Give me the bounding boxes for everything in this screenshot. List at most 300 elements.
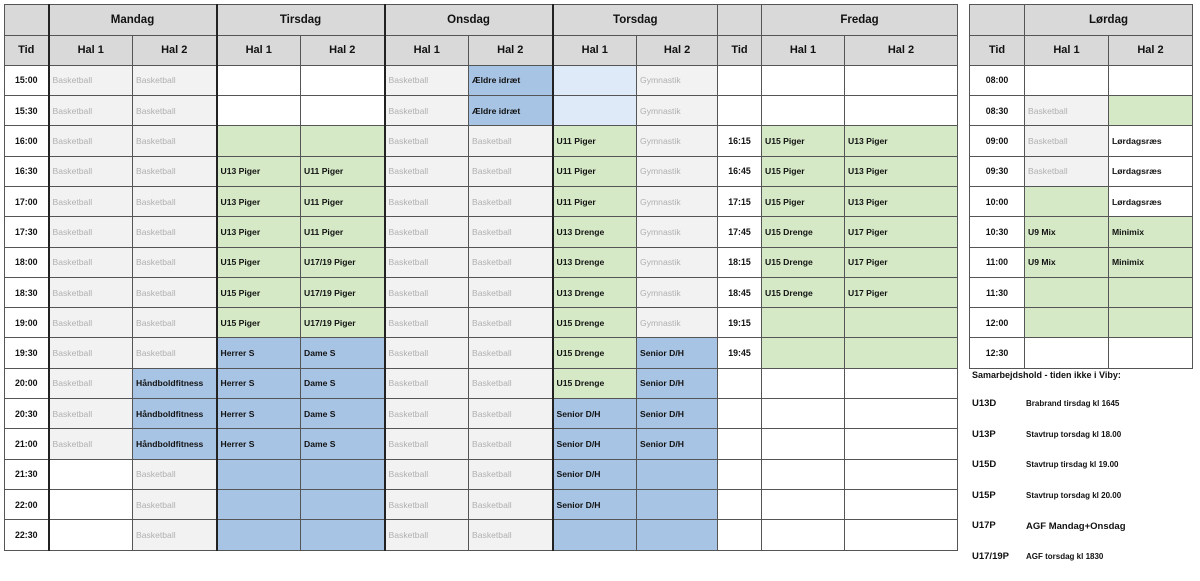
empty-slot-cell — [217, 126, 301, 156]
slot-cell: Basketball — [133, 126, 217, 156]
time-cell: 08:30 — [970, 96, 1025, 126]
empty-slot-cell — [301, 520, 385, 550]
time-cell: 12:30 — [970, 338, 1025, 368]
schedule-row — [718, 489, 958, 519]
slot-cell: U15 Piger — [217, 308, 301, 338]
empty-slot-cell — [217, 459, 301, 489]
empty-slot-cell — [845, 308, 958, 338]
time-cell: 19:00 — [5, 308, 49, 338]
schedule-row — [718, 156, 958, 186]
schedule-row — [5, 186, 718, 216]
schedule-row — [5, 368, 718, 398]
slot-cell: Basketball — [133, 338, 217, 368]
empty-slot-cell — [217, 65, 301, 95]
schedule-row — [5, 96, 718, 126]
time-cell: 10:30 — [970, 217, 1025, 247]
schedule-row — [5, 217, 718, 247]
slot-cell: Basketball — [385, 489, 469, 519]
time-cell: 22:30 — [5, 520, 49, 550]
time-cell: 11:00 — [970, 247, 1025, 277]
slot-cell: Basketball — [49, 277, 133, 307]
team-code: U15P — [972, 490, 1026, 501]
time-cell: 16:15 — [718, 126, 762, 156]
slot-cell: U13 Piger — [845, 186, 958, 216]
slot-cell: Basketball — [1025, 96, 1109, 126]
slot-cell: Senior D/H — [637, 429, 718, 459]
slot-cell: U17 Piger — [845, 247, 958, 277]
slot-cell: Senior D/H — [553, 429, 637, 459]
slot-cell: Minimix — [1109, 217, 1193, 247]
slot-cell: Basketball — [385, 156, 469, 186]
slot-cell: Basketball — [385, 277, 469, 307]
empty-slot-cell — [49, 489, 133, 519]
day-header-tirsdag: Tirsdag — [217, 5, 385, 36]
empty-slot-cell — [217, 96, 301, 126]
corner-cell — [5, 5, 49, 36]
slot-cell: U13 Drenge — [553, 217, 637, 247]
slot-cell: U17/19 Piger — [301, 247, 385, 277]
empty-slot-cell — [637, 520, 718, 550]
schedule-row — [5, 308, 718, 338]
empty-slot-cell — [845, 429, 958, 459]
empty-slot-cell — [845, 65, 958, 95]
slot-cell: Basketball — [49, 338, 133, 368]
slot-cell: Basketball — [133, 156, 217, 186]
team-location: Brabrand tirsdag kl 1645 — [1026, 398, 1119, 408]
hal2-header: Hal 2 — [301, 35, 385, 65]
empty-slot-cell — [762, 338, 845, 368]
empty-slot-cell — [637, 459, 718, 489]
slot-cell: U13 Drenge — [553, 277, 637, 307]
schedule-row — [970, 247, 1193, 277]
slot-cell: Basketball — [469, 520, 553, 550]
empty-slot-cell — [845, 489, 958, 519]
samarbejdshold-item — [972, 520, 1196, 551]
slot-cell: U13 Piger — [845, 156, 958, 186]
team-location: Stavtrup torsdag kl 20.00 — [1026, 490, 1121, 500]
slot-cell: U15 Piger — [762, 156, 845, 186]
slot-cell: Basketball — [133, 247, 217, 277]
schedule-row — [718, 277, 958, 307]
slot-cell: Basketball — [469, 399, 553, 429]
empty-slot-cell — [845, 520, 958, 550]
team-location: Stavtrup tirsdag kl 19.00 — [1026, 459, 1118, 469]
time-cell — [718, 520, 762, 550]
schedule-row — [5, 399, 718, 429]
slot-cell: U11 Piger — [553, 186, 637, 216]
slot-cell: Gymnastik — [637, 65, 718, 95]
time-cell — [718, 429, 762, 459]
slot-cell: Basketball — [49, 217, 133, 247]
time-cell: 18:15 — [718, 247, 762, 277]
slot-cell: Basketball — [133, 520, 217, 550]
slot-cell: Basketball — [469, 126, 553, 156]
slot-cell: Senior D/H — [553, 459, 637, 489]
empty-slot-cell — [301, 126, 385, 156]
slot-cell: Basketball — [133, 65, 217, 95]
schedule-row — [970, 96, 1193, 126]
slot-cell: Basketball — [133, 96, 217, 126]
empty-slot-cell — [49, 520, 133, 550]
empty-slot-cell — [845, 338, 958, 368]
slot-cell: Minimix — [1109, 247, 1193, 277]
empty-slot-cell — [49, 459, 133, 489]
empty-slot-cell — [1109, 96, 1193, 126]
empty-slot-cell — [1109, 277, 1193, 307]
slot-cell: U11 Piger — [553, 126, 637, 156]
team-location: AGF Mandag+Onsdag — [1026, 520, 1126, 532]
time-cell: 18:30 — [5, 277, 49, 307]
slot-cell: Dame S — [301, 338, 385, 368]
time-cell: 12:00 — [970, 308, 1025, 338]
time-cell: 21:30 — [5, 459, 49, 489]
empty-slot-cell — [301, 65, 385, 95]
slot-cell: Basketball — [49, 429, 133, 459]
slot-cell: U11 Piger — [301, 156, 385, 186]
empty-slot-cell — [1109, 65, 1193, 95]
time-cell — [718, 368, 762, 398]
empty-slot-cell — [1025, 277, 1109, 307]
empty-slot-cell — [1025, 186, 1109, 216]
slot-cell: Basketball — [49, 368, 133, 398]
slot-cell: U15 Drenge — [762, 277, 845, 307]
time-cell: 17:00 — [5, 186, 49, 216]
hal1-header: Hal 1 — [217, 35, 301, 65]
schedule-row — [5, 338, 718, 368]
slot-cell: Gymnastik — [637, 247, 718, 277]
team-code: U15D — [972, 459, 1026, 470]
slot-cell: U15 Piger — [762, 126, 845, 156]
slot-cell: Basketball — [385, 399, 469, 429]
slot-cell: Basketball — [49, 126, 133, 156]
time-cell — [718, 65, 762, 95]
empty-slot-cell — [1025, 65, 1109, 95]
slot-cell: Basketball — [469, 186, 553, 216]
empty-slot-cell — [762, 96, 845, 126]
samarbejdshold-section — [972, 370, 1196, 581]
slot-cell: Basketball — [133, 308, 217, 338]
slot-cell: Basketball — [49, 186, 133, 216]
samarbejdshold-item — [972, 490, 1196, 521]
time-cell: 16:00 — [5, 126, 49, 156]
slot-cell: Basketball — [49, 65, 133, 95]
hal1-header: Hal 1 — [385, 35, 469, 65]
slot-cell: Herrer S — [217, 429, 301, 459]
time-cell: 20:00 — [5, 368, 49, 398]
day-header-fredag: Fredag — [762, 5, 958, 36]
empty-slot-cell — [762, 489, 845, 519]
schedule-row — [718, 247, 958, 277]
slot-cell: Basketball — [133, 186, 217, 216]
slot-cell: Senior D/H — [553, 489, 637, 519]
slot-cell: Basketball — [469, 277, 553, 307]
slot-cell: Basketball — [133, 277, 217, 307]
saturday-schedule-body — [970, 65, 1193, 368]
slot-cell: Senior D/H — [637, 368, 718, 398]
empty-slot-cell — [845, 96, 958, 126]
time-cell: 17:15 — [718, 186, 762, 216]
empty-slot-cell — [1025, 308, 1109, 338]
slot-cell: Basketball — [385, 338, 469, 368]
empty-slot-cell — [217, 520, 301, 550]
schedule-row — [5, 459, 718, 489]
slot-cell: Lørdagsræs — [1109, 186, 1193, 216]
slot-cell: Basketball — [49, 308, 133, 338]
hal1-header: Hal 1 — [553, 35, 637, 65]
tid-header: Tid — [970, 35, 1025, 65]
empty-slot-cell — [301, 96, 385, 126]
slot-cell: U17/19 Piger — [301, 308, 385, 338]
schedule-row — [718, 217, 958, 247]
empty-slot-cell — [762, 65, 845, 95]
schedule-row — [970, 65, 1193, 95]
time-cell: 08:00 — [970, 65, 1025, 95]
schedule-row — [5, 520, 718, 550]
slot-cell: Basketball — [49, 399, 133, 429]
schedule-row — [718, 308, 958, 338]
schedule-row — [970, 126, 1193, 156]
schedule-row — [718, 186, 958, 216]
slot-cell: Basketball — [49, 96, 133, 126]
slot-cell: Basketball — [49, 247, 133, 277]
slot-cell: Herrer S — [217, 399, 301, 429]
slot-cell: Basketball — [469, 308, 553, 338]
empty-slot-cell — [845, 399, 958, 429]
samarbejdshold-title: Samarbejdshold - tiden ikke i Viby: — [972, 370, 1196, 380]
schedule-row — [970, 277, 1193, 307]
empty-slot-cell — [637, 489, 718, 519]
schedule-row — [718, 399, 958, 429]
time-cell: 10:00 — [970, 186, 1025, 216]
weekday-schedule-table — [4, 4, 718, 551]
slot-cell: U11 Piger — [301, 186, 385, 216]
empty-slot-cell — [553, 65, 637, 95]
schedule-row — [718, 520, 958, 550]
slot-cell: Lørdagsræs — [1109, 156, 1193, 186]
empty-slot-cell — [762, 308, 845, 338]
time-cell: 20:30 — [5, 399, 49, 429]
time-cell: 16:45 — [718, 156, 762, 186]
schedule-row — [718, 459, 958, 489]
team-location: Stavtrup torsdag kl 18.00 — [1026, 429, 1121, 439]
slot-cell: Basketball — [385, 126, 469, 156]
slot-cell: Basketball — [385, 429, 469, 459]
time-cell: 19:45 — [718, 338, 762, 368]
empty-slot-cell — [762, 429, 845, 459]
empty-slot-cell — [762, 459, 845, 489]
schedule-row — [5, 489, 718, 519]
time-cell: 22:00 — [5, 489, 49, 519]
slot-cell: Håndboldfitness — [133, 399, 217, 429]
empty-slot-cell — [762, 368, 845, 398]
slot-cell: Gymnastik — [637, 156, 718, 186]
slot-cell: U15 Piger — [217, 277, 301, 307]
slot-cell: Basketball — [133, 489, 217, 519]
day-header-lordag: Lørdag — [1025, 5, 1193, 36]
slot-cell: U9 Mix — [1025, 247, 1109, 277]
saturday-schedule-table — [969, 4, 1193, 369]
samarbejdshold-item — [972, 429, 1196, 460]
slot-cell: U15 Drenge — [553, 308, 637, 338]
slot-cell: Herrer S — [217, 368, 301, 398]
slot-cell: Senior D/H — [637, 399, 718, 429]
day-header-onsdag: Onsdag — [385, 5, 553, 36]
time-cell — [718, 489, 762, 519]
hal2-header: Hal 2 — [845, 35, 958, 65]
slot-cell: U15 Drenge — [553, 338, 637, 368]
schedule-row — [970, 338, 1193, 368]
time-cell — [718, 96, 762, 126]
hal2-header: Hal 2 — [469, 35, 553, 65]
schedule-row — [718, 368, 958, 398]
slot-cell: Håndboldfitness — [133, 429, 217, 459]
empty-slot-cell — [1109, 308, 1193, 338]
time-cell: 19:30 — [5, 338, 49, 368]
team-code: U17P — [972, 520, 1026, 531]
time-cell: 21:00 — [5, 429, 49, 459]
slot-cell: Basketball — [1025, 126, 1109, 156]
empty-slot-cell — [553, 96, 637, 126]
slot-cell: Basketball — [49, 156, 133, 186]
slot-cell: Basketball — [469, 368, 553, 398]
time-cell: 17:45 — [718, 217, 762, 247]
slot-cell: Dame S — [301, 429, 385, 459]
slot-cell: Herrer S — [217, 338, 301, 368]
slot-cell: U13 Piger — [217, 217, 301, 247]
slot-cell: Lørdagsræs — [1109, 126, 1193, 156]
slot-cell: Senior D/H — [553, 399, 637, 429]
slot-cell: Basketball — [385, 308, 469, 338]
slot-cell: Gymnastik — [637, 186, 718, 216]
empty-slot-cell — [217, 489, 301, 519]
hal2-header: Hal 2 — [1109, 35, 1193, 65]
slot-cell: Basketball — [469, 156, 553, 186]
slot-cell: Basketball — [385, 520, 469, 550]
slot-cell: Basketball — [469, 247, 553, 277]
empty-slot-cell — [301, 489, 385, 519]
slot-cell: U15 Drenge — [762, 217, 845, 247]
schedule-row — [5, 429, 718, 459]
empty-slot-cell — [1025, 338, 1109, 368]
schedule-row — [718, 65, 958, 95]
corner-cell — [718, 5, 762, 36]
slot-cell: Håndboldfitness — [133, 368, 217, 398]
slot-cell: Basketball — [385, 217, 469, 247]
time-cell: 16:30 — [5, 156, 49, 186]
time-cell: 15:00 — [5, 65, 49, 95]
slot-cell: Gymnastik — [637, 308, 718, 338]
time-cell: 15:30 — [5, 96, 49, 126]
slot-cell: U13 Piger — [845, 126, 958, 156]
slot-cell: U17 Piger — [845, 217, 958, 247]
slot-cell: U15 Piger — [217, 247, 301, 277]
schedule-row — [5, 65, 718, 95]
slot-cell: U13 Piger — [217, 156, 301, 186]
slot-cell: Basketball — [385, 186, 469, 216]
friday-schedule-table — [717, 4, 958, 551]
slot-cell: U17 Piger — [845, 277, 958, 307]
slot-cell: U13 Drenge — [553, 247, 637, 277]
tid-header: Tid — [5, 35, 49, 65]
team-location: AGF torsdag kl 1830 — [1026, 551, 1103, 561]
hal1-header: Hal 1 — [762, 35, 845, 65]
slot-cell: U9 Mix — [1025, 217, 1109, 247]
empty-slot-cell — [553, 520, 637, 550]
slot-cell: U15 Piger — [762, 186, 845, 216]
team-code: U17/19P — [972, 551, 1026, 562]
slot-cell: U15 Drenge — [553, 368, 637, 398]
schedule-row — [718, 429, 958, 459]
schedule-row — [718, 126, 958, 156]
slot-cell: U15 Drenge — [762, 247, 845, 277]
slot-cell: U17/19 Piger — [301, 277, 385, 307]
slot-cell: Basketball — [469, 217, 553, 247]
time-cell: 18:00 — [5, 247, 49, 277]
slot-cell: Basketball — [1025, 156, 1109, 186]
samarbejdshold-item — [972, 551, 1196, 581]
slot-cell: Dame S — [301, 368, 385, 398]
schedule-row — [970, 156, 1193, 186]
slot-cell: Basketball — [469, 459, 553, 489]
schedule-row — [970, 308, 1193, 338]
time-cell: 18:45 — [718, 277, 762, 307]
weekday-schedule-body — [5, 65, 718, 550]
time-cell: 17:30 — [5, 217, 49, 247]
team-code: U13P — [972, 429, 1026, 440]
day-header-torsdag: Torsdag — [553, 5, 718, 36]
hal1-header: Hal 1 — [49, 35, 133, 65]
slot-cell: Dame S — [301, 399, 385, 429]
empty-slot-cell — [845, 368, 958, 398]
schedule-row — [970, 217, 1193, 247]
team-code: U13D — [972, 398, 1026, 409]
slot-cell: Gymnastik — [637, 277, 718, 307]
slot-cell: Basketball — [469, 338, 553, 368]
empty-slot-cell — [845, 459, 958, 489]
schedule-row — [970, 186, 1193, 216]
slot-cell: Basketball — [385, 96, 469, 126]
time-cell: 19:15 — [718, 308, 762, 338]
samarbejdshold-list — [972, 398, 1196, 581]
slot-cell: U11 Piger — [301, 217, 385, 247]
schedule-row — [718, 96, 958, 126]
slot-cell: Basketball — [469, 429, 553, 459]
slot-cell: Ældre idræt — [469, 96, 553, 126]
tid-header: Tid — [718, 35, 762, 65]
corner-cell — [970, 5, 1025, 36]
schedule-row — [5, 277, 718, 307]
hal2-header: Hal 2 — [133, 35, 217, 65]
slot-cell: Basketball — [385, 368, 469, 398]
time-cell: 09:00 — [970, 126, 1025, 156]
empty-slot-cell — [1109, 338, 1193, 368]
slot-cell: Ældre idræt — [469, 65, 553, 95]
schedule-row — [718, 338, 958, 368]
day-header-mandag: Mandag — [49, 5, 217, 36]
slot-cell: Gymnastik — [637, 126, 718, 156]
slot-cell: Basketball — [385, 65, 469, 95]
time-cell: 11:30 — [970, 277, 1025, 307]
slot-cell: U11 Piger — [553, 156, 637, 186]
slot-cell: Basketball — [385, 247, 469, 277]
slot-cell: Basketball — [133, 217, 217, 247]
hal2-header: Hal 2 — [637, 35, 718, 65]
slot-cell: Senior D/H — [637, 338, 718, 368]
schedule-row — [5, 126, 718, 156]
samarbejdshold-item — [972, 459, 1196, 490]
samarbejdshold-item — [972, 398, 1196, 429]
time-cell: 09:30 — [970, 156, 1025, 186]
